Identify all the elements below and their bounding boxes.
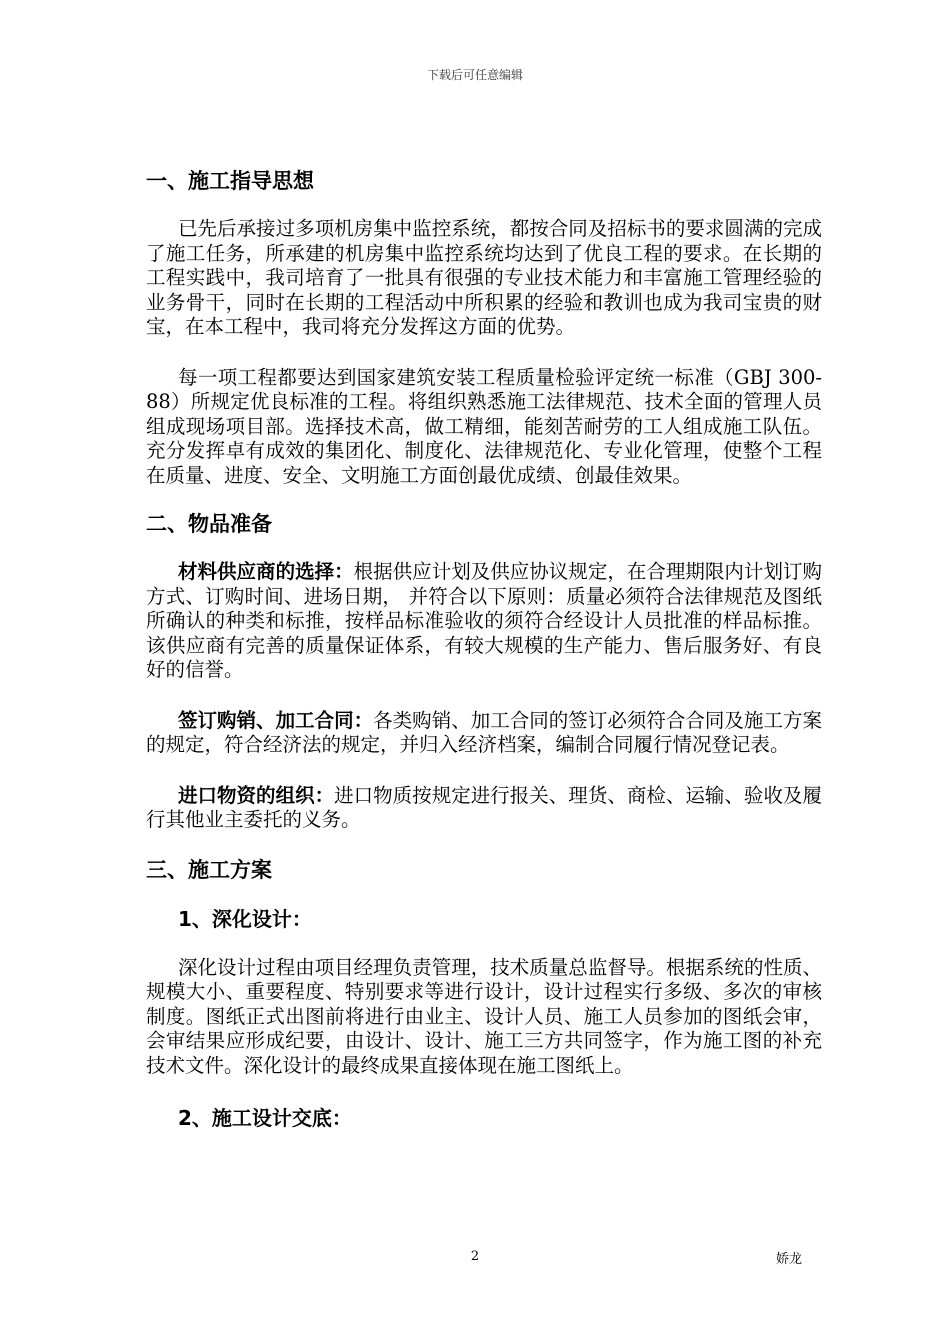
document-body xyxy=(146,168,822,1131)
section-2-title: 二、物品准备 xyxy=(146,512,272,536)
section-3-title: 三、施工方案 xyxy=(146,857,272,882)
import-label: 进口物资的组织： xyxy=(178,783,335,807)
section-1-paragraph-2: 每一项工程都要达到国家建筑安装工程质量检验评定统一标准（GBJ 300-88）所规定优良标准的工程。将组织熟悉施工法律规范、技术全面的管理人员组成现场项目部。选择技术高，做工精细，能刻苦耐劳的工人组成施工队伍。充分发挥卓有成效的集团化、制度化、法律规范化、专业化管理，使整个工程在质量、进度、安全、文明施工方面创最优成绩、创最佳效果。 xyxy=(146,365,822,487)
subsection-2-title: 2、施工设计交底： xyxy=(178,1106,352,1130)
contract-label: 签订购销、加工合同： xyxy=(178,708,374,732)
subsection-1-title: 1、深化设计： xyxy=(178,906,312,931)
contract-text: 各类购销、加工合同的签订必须符合合同及施工方案的规定，符合经济法的规定，并归入经济档案，编制合同履行情况登记表。 xyxy=(146,708,822,756)
section-2-paragraph-2 xyxy=(146,709,822,758)
import-text: 进口物质按规定进行报关、理货、商检、运输、验收及履行其他业主委托的义务。 xyxy=(146,783,822,831)
supplier-selection-text: 根据供应计划及供应协议规定，在合理期限内计划订购方式、订购时间、进场日期， 并符合以下原则：质量必须符合法律规范及图纸所确认的种类和标推，按样品标准验收的须符合经设计人员批准的样品标推。该供应商有完善的质量保证体系，有较大规模的生产能力、售后服务好、有良好的信誉。 xyxy=(146,560,822,681)
page-header: 下载后可任意编辑 xyxy=(426,68,523,82)
page-number: 2 xyxy=(470,1249,480,1264)
section-2-paragraph-1 xyxy=(146,560,822,683)
section-3-paragraph-1: 深化设计过程由项目经理负责管理，技术质量总监督导。根据系统的性质、规模大小、重要程度、特别要求等进行设计，设计过程实行多级、多次的审核制度。图纸正式出图前将进行由业主、设计人员、施工人员参加的图纸会审，会审结果应形成纪要，由设计、设计、施工三方共同签字，作为施工图的补充技术文件。深化设计的最终成果直接体现在施工图纸上。 xyxy=(146,955,822,1077)
section-1-paragraph-1: 已先后承接过多项机房集中监控系统，都按合同及招标书的要求圆满的完成了施工任务，所承建的机房集中监控系统均达到了优良工程的要求。在长期的工程实践中，我司培育了一批具有很强的专业技术能力和丰富施工管理经验的业务骨干，同时在长期的工程活动中所积累的经验和教训也成为我司宝贵的财宝，在本工程中，我司将充分发挥这方面的优势。 xyxy=(146,217,822,338)
footer-author: 娇龙 xyxy=(776,1252,803,1267)
section-2-paragraph-3 xyxy=(146,784,822,833)
section-1-title: 一、施工指导思想 xyxy=(146,169,314,193)
supplier-selection-label: 材料供应商的选择： xyxy=(178,560,354,583)
